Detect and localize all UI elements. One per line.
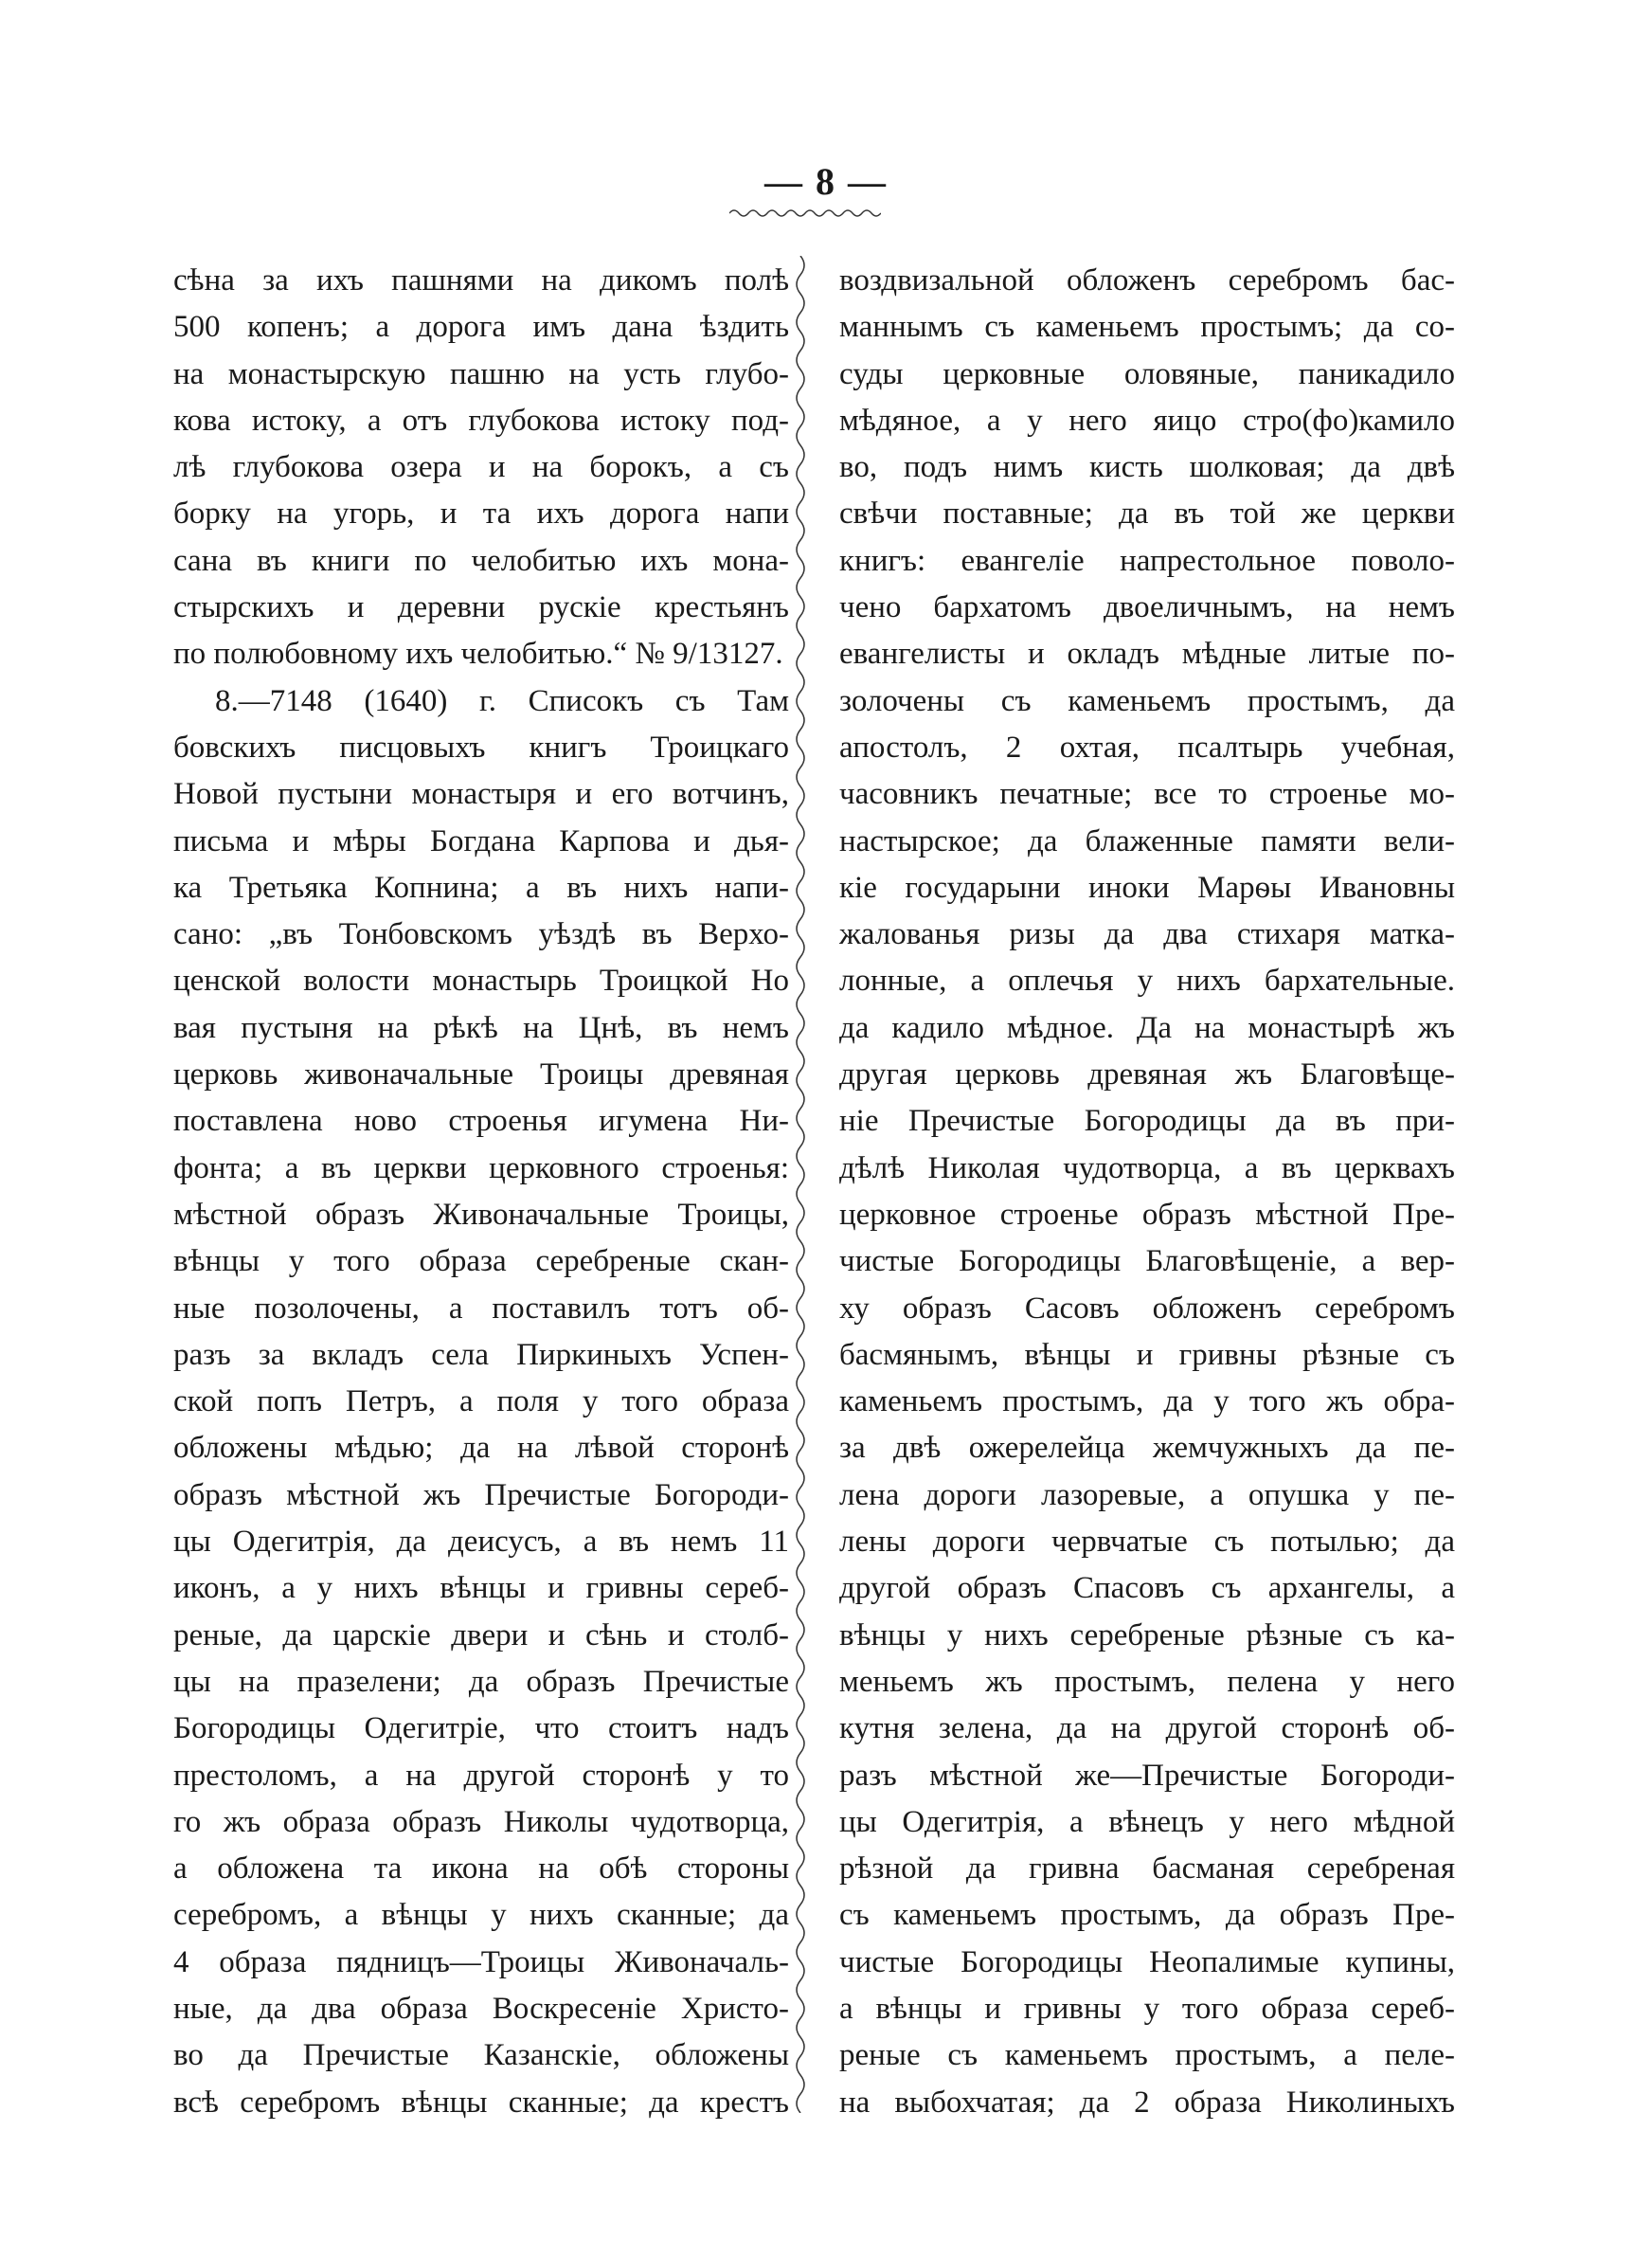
text-line: меньемъ жъ простымъ, пелена у него [839, 1664, 1455, 1699]
text-line: а вѣнцы и гривны у того образа сереб- [839, 1991, 1455, 2026]
text-line: лонные, а оплечья у нихъ бархательные. [839, 964, 1455, 999]
text-line: бовскихъ писцовыхъ книгъ Троицкаго [173, 730, 789, 765]
text-line: всѣ серебромъ вѣнцы сканные; да крестъ [173, 2085, 789, 2120]
text-line: фонта; а въ церкви церковного строенья: [173, 1150, 789, 1185]
text-line: сѣна за ихъ пашнями на дикомъ полѣ [173, 263, 789, 298]
text-line: вѣнцы у нихъ серебреные рѣзные съ ка- [839, 1617, 1455, 1652]
text-line: маннымъ съ каменьемъ простымъ; да со- [839, 310, 1455, 345]
text-line: на выбохчатая; да 2 образа Николиныхъ [839, 2085, 1455, 2120]
text-line: сана въ книги по челобитью ихъ мона- [173, 543, 789, 578]
text-line: вѣнцы у того образа серебреные скан- [173, 1244, 789, 1279]
text-line: чено бархатомъ двоеличнымъ, на немъ [839, 590, 1455, 625]
text-line: кутня зелена, да на другой сторонѣ об- [839, 1711, 1455, 1746]
text-line: вая пустыня на рѣкѣ на Цнѣ, въ немъ [173, 1010, 789, 1045]
text-line: чистые Богородицы Благовѣщеніе, а вер- [839, 1244, 1455, 1279]
text-line: а обложена та икона на обѣ стороны [173, 1851, 789, 1887]
text-line: разъ за вкладъ села Пиркиныхъ Успен- [173, 1337, 789, 1372]
text-line: ные, да два образа Воскресеніе Христо- [173, 1991, 789, 2026]
text-line: ные позолочены, а поставилъ тотъ об- [173, 1291, 789, 1326]
text-line: Богородицы Одегитріе, что стоитъ надъ [173, 1711, 789, 1746]
page-number-ornament [729, 207, 881, 220]
column-divider [788, 256, 813, 2113]
text-line: иконъ, а у нихъ вѣнцы и гривны сереб- [173, 1571, 789, 1606]
text-line: жалованья ризы да два стихаря матка- [839, 917, 1455, 952]
text-line: сано: „въ Тонбовскомъ уѣздѣ въ Верхо- [173, 917, 789, 952]
text-line: настырское; да блаженные памяти вели- [839, 823, 1455, 858]
text-line: серебромъ, а вѣнцы у нихъ сканные; да [173, 1898, 789, 1933]
text-line: церковь живоначальные Троицы древяная [173, 1057, 789, 1092]
text-line: цы Одегитрія, а вѣнецъ у него мѣдной [839, 1804, 1455, 1839]
text-line: лены дороги червчатые съ потылью; да [839, 1525, 1455, 1560]
text-line: письма и мѣры Богдана Карпова и дья- [173, 823, 789, 858]
text-line: церковное строенье образъ мѣстной Пре- [839, 1197, 1455, 1232]
text-line: кіе государыни иноки Марѳы Ивановны [839, 870, 1455, 905]
text-line: каменьемъ простымъ, да у того жъ обра- [839, 1384, 1455, 1419]
text-line: рѣзной да гривна басманая серебреная [839, 1851, 1455, 1887]
text-line: книгъ: евангеліе напрестольное поволо- [839, 543, 1455, 578]
text-line: дѣлѣ Николая чудотворца, а въ церквахъ [839, 1150, 1455, 1185]
text-line: борку на угорь, и та ихъ дорога напи [173, 497, 789, 532]
text-line: цы на празелени; да образъ Пречистые [173, 1664, 789, 1699]
text-line: евангелисты и окладъ мѣдные литые по- [839, 637, 1455, 672]
text-line: во, подъ нимъ кисть шолковая; да двѣ [839, 450, 1455, 485]
text-line: престоломъ, а на другой сторонѣ у то [173, 1758, 789, 1793]
text-line: чистые Богородицы Неопалимые купины, [839, 1944, 1455, 1979]
text-line: реные съ каменьемъ простымъ, а пеле- [839, 2038, 1455, 2073]
text-line: ніе Пречистые Богородицы да въ при- [839, 1104, 1455, 1139]
text-line: съ каменьемъ простымъ, да образъ Пре- [839, 1898, 1455, 1933]
text-line: Новой пустыни монастыря и его вотчинъ, [173, 777, 789, 812]
text-line: разъ мѣстной же—Пречистые Богороди- [839, 1758, 1455, 1793]
text-line: по полюбовному ихъ челобитью.“ № 9/13127. [173, 637, 783, 672]
text-line: ка Третьяка Копнина; а въ нихъ напи- [173, 870, 789, 905]
text-line: лена дороги лазоревые, а опушка у пе- [839, 1477, 1455, 1512]
text-line: обложены мѣдью; да на лѣвой сторонѣ [173, 1431, 789, 1466]
text-line: ценской волости монастырь Троицкой Но [173, 964, 789, 999]
text-line: ской попъ Петръ, а поля у того образа [173, 1384, 789, 1419]
text-line: 8.—7148 (1640) г. Списокъ съ Там [215, 683, 789, 718]
page-number: — 8 — [764, 160, 888, 203]
text-line: образъ мѣстной жъ Пречистые Богороди- [173, 1477, 789, 1512]
text-line: за двѣ ожерелейца жемчужныхъ да пе- [839, 1431, 1455, 1466]
text-line: 4 образа пядницъ—Троицы Живоначаль- [173, 1944, 789, 1979]
text-line: апостолъ, 2 охтая, псалтырь учебная, [839, 730, 1455, 765]
text-line: другой образъ Спасовъ съ архангелы, а [839, 1571, 1455, 1606]
text-line: другая церковь древяная жъ Благовѣще- [839, 1057, 1455, 1092]
text-line: го жъ образа образъ Николы чудотворца, [173, 1804, 789, 1839]
text-line: ху образъ Сасовъ обложенъ серебромъ [839, 1291, 1455, 1326]
text-line: басмянымъ, вѣнцы и гривны рѣзные съ [839, 1337, 1455, 1372]
text-line: на монастырскую пашню на усть глубо- [173, 356, 789, 391]
text-line: стырскихъ и деревни рускіе крестьянъ [173, 590, 789, 625]
text-line: да кадило мѣдное. Да на монастырѣ жъ [839, 1010, 1455, 1045]
text-line: реные, да царскіе двери и сѣнь и столб- [173, 1617, 789, 1652]
text-line: кова истоку, а отъ глубокова истоку под- [173, 403, 789, 438]
left-column [173, 258, 789, 2126]
text-line: золочены съ каменьемъ простымъ, да [839, 683, 1455, 718]
text-line: суды церковные оловяные, паникадило [839, 356, 1455, 391]
text-line: 500 копенъ; а дорога имъ дана ѣздить [173, 310, 789, 345]
text-line: воздвизальной обложенъ серебромъ бас- [839, 263, 1455, 298]
text-line: лѣ глубокова озера и на борокъ, а съ [173, 450, 789, 485]
text-line: мѣстной образъ Живоначальные Троицы, [173, 1197, 789, 1232]
text-line: часовникъ печатные; все то строенье мо- [839, 777, 1455, 812]
right-column [839, 258, 1455, 2126]
text-line: поставлена ново строенья игумена Ни- [173, 1104, 789, 1139]
text-line: во да Пречистые Казанскіе, обложены [173, 2038, 789, 2073]
text-line: цы Одегитрія, да деисусъ, а въ немъ 11 [173, 1525, 789, 1560]
text-line: свѣчи поставные; да въ той же церкви [839, 497, 1455, 532]
text-line: мѣдяное, а у него яицо стро(фо)камило [839, 403, 1455, 438]
